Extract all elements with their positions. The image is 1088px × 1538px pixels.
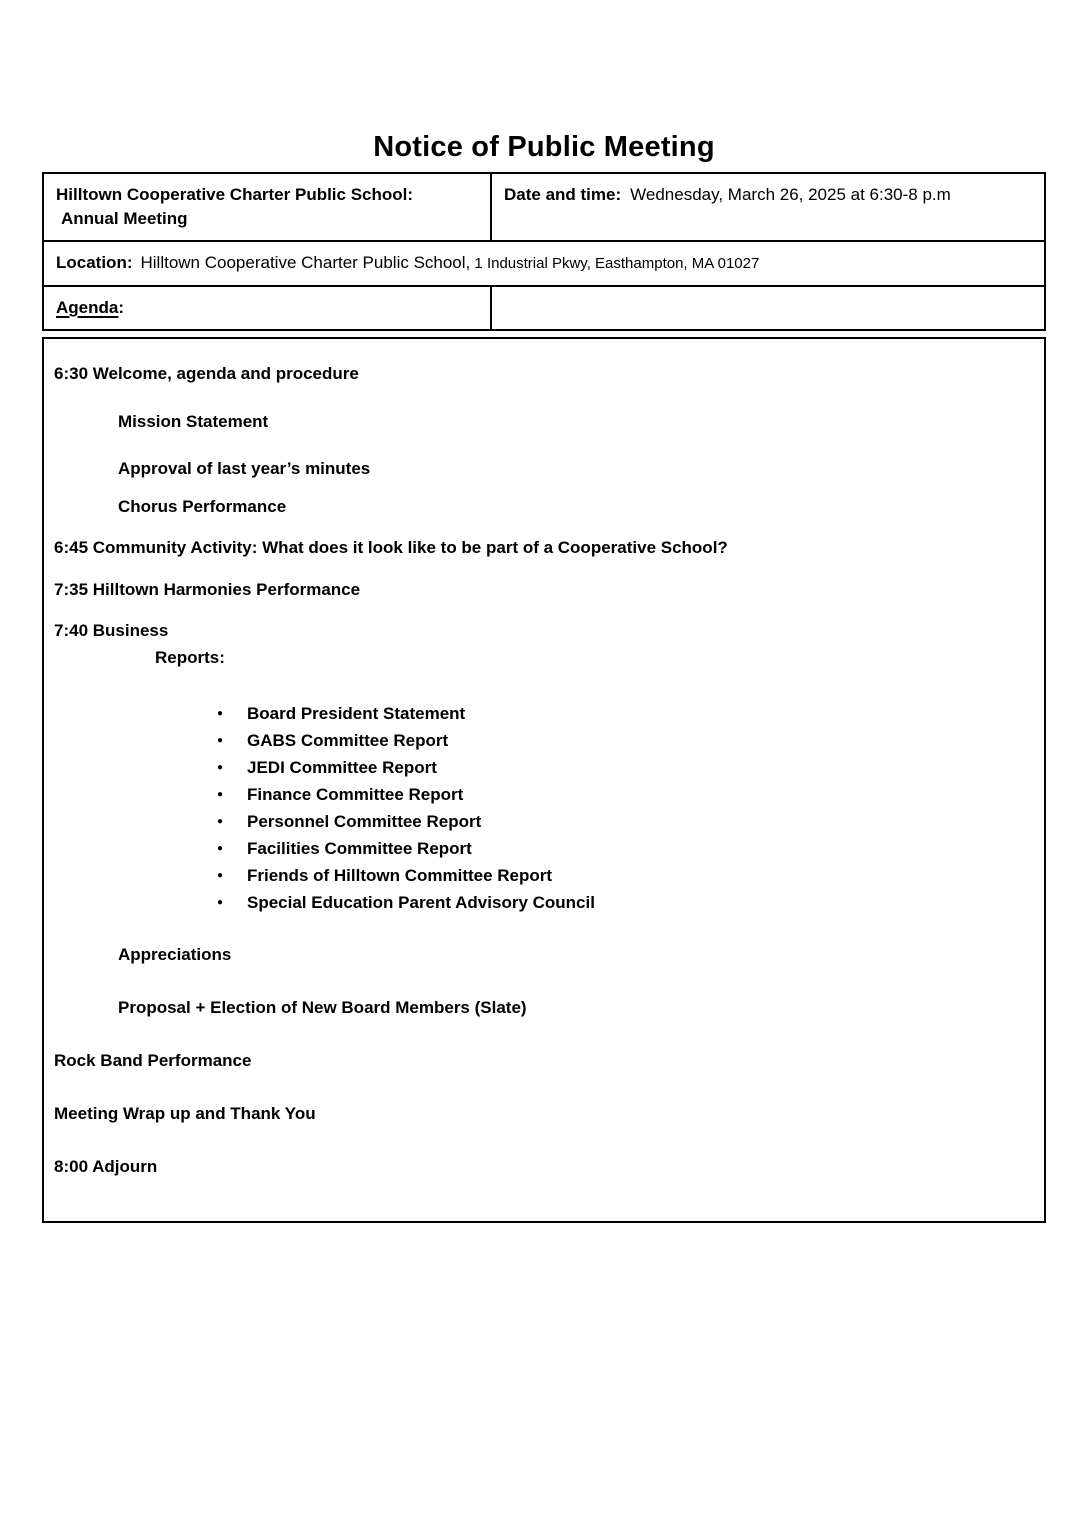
bullet-icon: ●	[217, 762, 224, 773]
report-item	[217, 781, 1030, 808]
bullet-icon: ●	[217, 708, 224, 719]
date-cell	[492, 174, 1044, 240]
report-item-label: Special Education Parent Advisory Council	[247, 893, 595, 912]
agenda-label: Agenda	[56, 298, 119, 317]
agenda-colon: :	[118, 298, 125, 317]
location-label: Location:	[56, 253, 133, 272]
agenda-line-community: 6:45 Community Activity: What does it look like to be part of a Cooperative School?	[54, 538, 728, 557]
agenda-line-adjourn: 8:00 Adjourn	[54, 1157, 158, 1176]
agenda-line-wrap-up: Meeting Wrap up and Thank You	[54, 1104, 316, 1123]
bullet-icon: ●	[217, 816, 224, 827]
bullet-icon: ●	[217, 870, 224, 881]
bullet-icon: ●	[217, 897, 224, 908]
location-value: Hilltown Cooperative Charter Public School,	[140, 253, 471, 272]
agenda-label-cell	[44, 287, 492, 329]
report-item-label: GABS Committee Report	[247, 731, 449, 750]
agenda-line-chorus: Chorus Performance	[118, 497, 287, 516]
bullet-icon: ●	[217, 735, 224, 746]
report-item	[217, 808, 1030, 835]
report-item	[217, 889, 1030, 916]
agenda-line-appreciations: Appreciations	[118, 945, 232, 964]
report-item-label: Board President Statement	[247, 704, 466, 723]
school-date-row	[44, 174, 1044, 242]
agenda-header-empty-cell	[492, 287, 1044, 329]
school-name-line1: Hilltown Cooperative Charter Public School:	[56, 185, 414, 204]
info-table	[42, 172, 1046, 331]
agenda-line-business: 7:40 Business	[54, 621, 169, 640]
bullet-icon: ●	[217, 843, 224, 854]
agenda-body	[42, 337, 1046, 1223]
report-item-label: JEDI Committee Report	[247, 758, 437, 777]
document-page	[0, 130, 1088, 1223]
report-item-label: Personnel Committee Report	[247, 812, 482, 831]
bullet-icon: ●	[217, 789, 224, 800]
agenda-line-reports-label: Reports:	[155, 648, 225, 667]
date-label: Date and time:	[504, 185, 622, 204]
agenda-line-proposal: Proposal + Election of New Board Members (Slate)	[118, 998, 527, 1017]
date-value: Wednesday, March 26, 2025 at 6:30-8 p.m	[630, 185, 951, 204]
location-cell	[44, 242, 1044, 285]
school-name-line2: Annual Meeting	[61, 209, 188, 228]
page-title: Notice of Public Meeting	[373, 131, 715, 163]
school-name-cell	[44, 174, 492, 240]
report-item	[217, 727, 1030, 754]
report-item-label: Friends of Hilltown Committee Report	[247, 866, 553, 885]
agenda-line-welcome: 6:30 Welcome, agenda and procedure	[54, 364, 359, 383]
report-item	[217, 862, 1030, 889]
location-detail: 1 Industrial Pkwy, Easthampton, MA 01027	[470, 255, 760, 272]
agenda-line-approval: Approval of last year’s minutes	[118, 459, 371, 478]
reports-list	[54, 700, 1030, 916]
report-item	[217, 754, 1030, 781]
report-item-label: Facilities Committee Report	[247, 839, 472, 858]
report-item	[217, 835, 1030, 862]
location-row	[44, 242, 1044, 287]
report-item	[217, 700, 1030, 727]
agenda-header-row	[44, 287, 1044, 329]
agenda-line-rock-band: Rock Band Performance	[54, 1051, 252, 1070]
report-item-label: Finance Committee Report	[247, 785, 464, 804]
agenda-line-harmonies: 7:35 Hilltown Harmonies Performance	[54, 580, 361, 599]
agenda-line-mission: Mission Statement	[118, 412, 269, 431]
